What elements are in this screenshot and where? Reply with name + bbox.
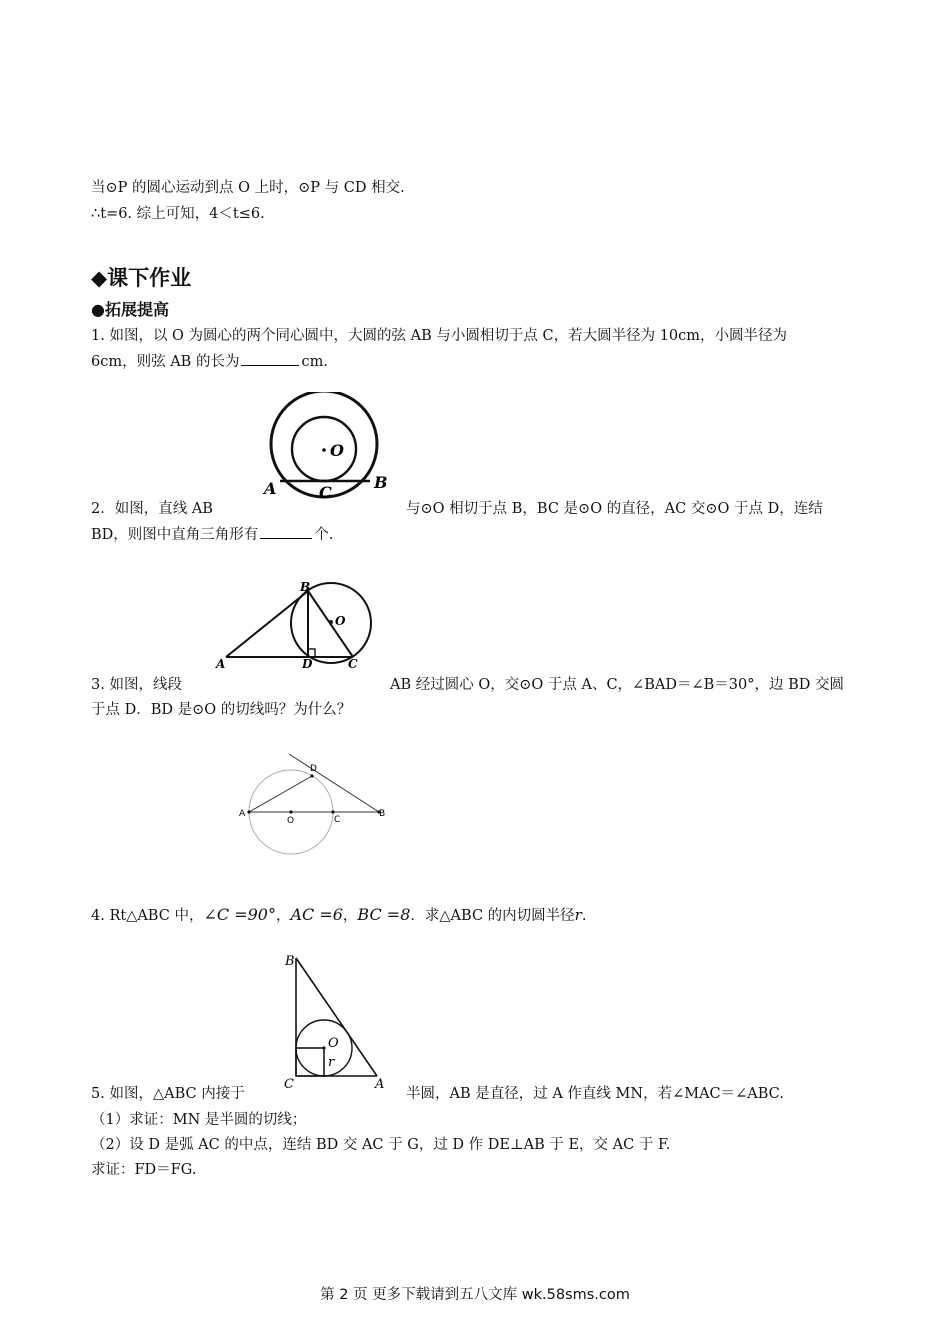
intro-line-1: 当⊙P 的圆心运动到点 O 上时，⊙P 与 CD 相交.	[91, 180, 405, 196]
q4-bc-value: BC =8	[357, 905, 411, 924]
q2-figure-tangent-triangle	[214, 578, 379, 670]
section-title: ◆课下作业	[91, 266, 192, 290]
q3-label-b: B	[379, 809, 386, 819]
q4-label-c: C	[284, 1077, 294, 1092]
q1-line-2	[91, 351, 328, 372]
q5-line-1-pre: 5. 如图，△ABC 内接于	[91, 1086, 245, 1102]
q3-label-d: D	[310, 764, 317, 774]
q4-label-a: A	[375, 1077, 385, 1092]
q4-sep-1: ，	[275, 908, 291, 924]
q1-label-c: C	[319, 483, 332, 502]
q2-line-1-post: 与⊙O 相切于点 B，BC 是⊙O 的直径，AC 交⊙O 于点 D，连结	[406, 501, 823, 517]
q1-label-o: O	[330, 441, 344, 460]
q4-r-symbol: r	[574, 906, 582, 924]
q2-answer-blank[interactable]	[260, 524, 312, 539]
q4-line	[91, 905, 586, 926]
q4-label-o: O	[328, 1036, 339, 1051]
q5-line-4: 求证：FD＝FG.	[91, 1162, 197, 1178]
q1-line-1: 1. 如图，以 O 为圆心的两个同心圆中，大圆的弦 AB 与小圆相切于点 C，若大圆半径为 10cm，小圆半径为	[91, 328, 788, 344]
subsection-title: ●拓展提高	[91, 300, 169, 319]
q3-figure-secant-tangent	[234, 752, 394, 858]
q4-figure-incircle-triangle	[279, 950, 394, 1094]
q4-text-mid: ．求△ABC 的内切圆半径	[410, 908, 575, 924]
q3-line-2: 于点 D．BD 是⊙O 的切线吗？为什么？	[91, 702, 352, 718]
q2-label-d: D	[302, 657, 313, 670]
q1-answer-blank[interactable]	[241, 351, 299, 366]
q5-line-1-post: 半圆，AB 是直径，过 A 作直线 MN，若∠MAC＝∠ABC.	[406, 1086, 784, 1102]
q4-text-pre: 4. Rt△ABC 中，	[91, 908, 204, 924]
q3-line-1-post: AB 经过圆心 O，交⊙O 于点 A、C，∠BAD＝∠B＝30°，边 BD 交圆	[390, 677, 844, 693]
q3-label-o: O	[287, 816, 295, 826]
q5-line-3: （2）设 D 是弧 AC 的中点，连结 BD 交 AC 于 G，过 D 作 DE⊥AB 于 E，交 AC 于 F.	[91, 1137, 671, 1153]
q2-line-1-pre: 2．如图，直线 AB	[91, 501, 213, 517]
q2-label-c: C	[348, 657, 358, 670]
q1-figure-concentric-circles	[262, 392, 392, 502]
q4-sep-2: ，	[342, 908, 358, 924]
q5-line-2: （1）求证：MN 是半圆的切线；	[91, 1112, 307, 1128]
q3-label-c: C	[334, 815, 341, 825]
q4-text-end: .	[581, 908, 587, 924]
q1-label-b: B	[374, 473, 388, 492]
q2-line-2-pre: BD，则图中直角三角形有	[91, 527, 259, 543]
q3-line-1-pre: 3. 如图，线段	[91, 677, 182, 693]
page-footer: 第 2 页 更多下载请到五八文库 wk.58sms.com	[320, 1287, 630, 1303]
q4-label-b: B	[285, 954, 295, 969]
q1-line-2-pre: 6cm，则弦 AB 的长为	[91, 354, 240, 370]
q1-line-2-post: cm.	[301, 354, 328, 370]
q1-label-a: A	[264, 479, 277, 498]
q2-label-o: O	[335, 614, 346, 628]
q2-line-2-post: 个.	[314, 527, 334, 543]
intro-line-2: ∴t=6. 综上可知，4＜t≤6.	[91, 206, 265, 222]
q4-ac-value: AC =6	[290, 905, 343, 924]
q2-label-b: B	[300, 580, 311, 594]
q2-label-a: A	[216, 657, 226, 670]
q4-angle-c: ∠C =90°	[203, 905, 276, 924]
q3-label-a: A	[239, 809, 246, 819]
q4-label-r: r	[328, 1055, 335, 1070]
q2-line-2	[91, 524, 333, 545]
